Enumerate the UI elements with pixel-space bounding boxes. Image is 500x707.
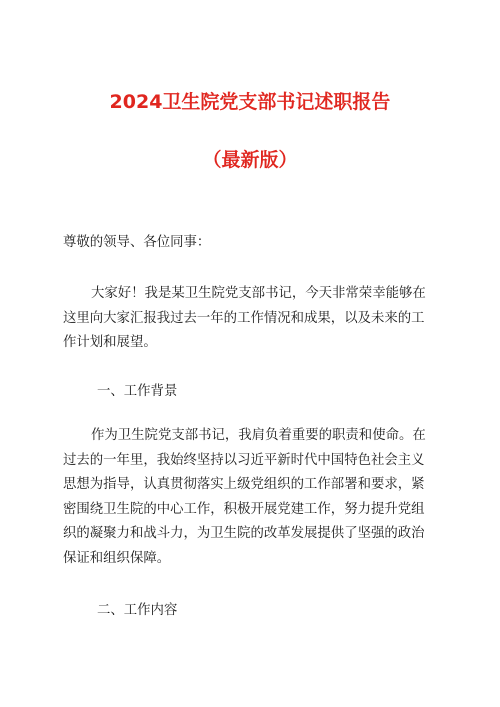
paragraph-intro: 大家好！我是某卫生院党支部书记，今天非常荣幸能够在这里向大家汇报我过去一年的工作情况和成果，以及未来的工作计划和展望。: [63, 286, 426, 350]
salutation: 尊敬的领导、各位同事：: [63, 235, 211, 250]
paragraph-background: 作为卫生院党支部书记，我肩负着重要的职责和使命。在过去的一年里，我始终坚持以习近平新时代中国特色社会主义思想为指导，认真贯彻落实上级党组织的工作部署和要求，紧密围绕卫生院的中心工作，积极开展党建工作，努力提升党组织的凝聚力和战斗力，为卫生院的改革发展提供了坚强的政治保证和组织保障。: [63, 428, 426, 566]
document-title: 2024卫生院党支部书记述职报告: [109, 91, 391, 113]
section-heading-content: 二、工作内容: [97, 603, 178, 618]
section-heading-background: 一、工作背景: [97, 384, 178, 399]
document-subtitle: （最新版）: [202, 149, 298, 171]
